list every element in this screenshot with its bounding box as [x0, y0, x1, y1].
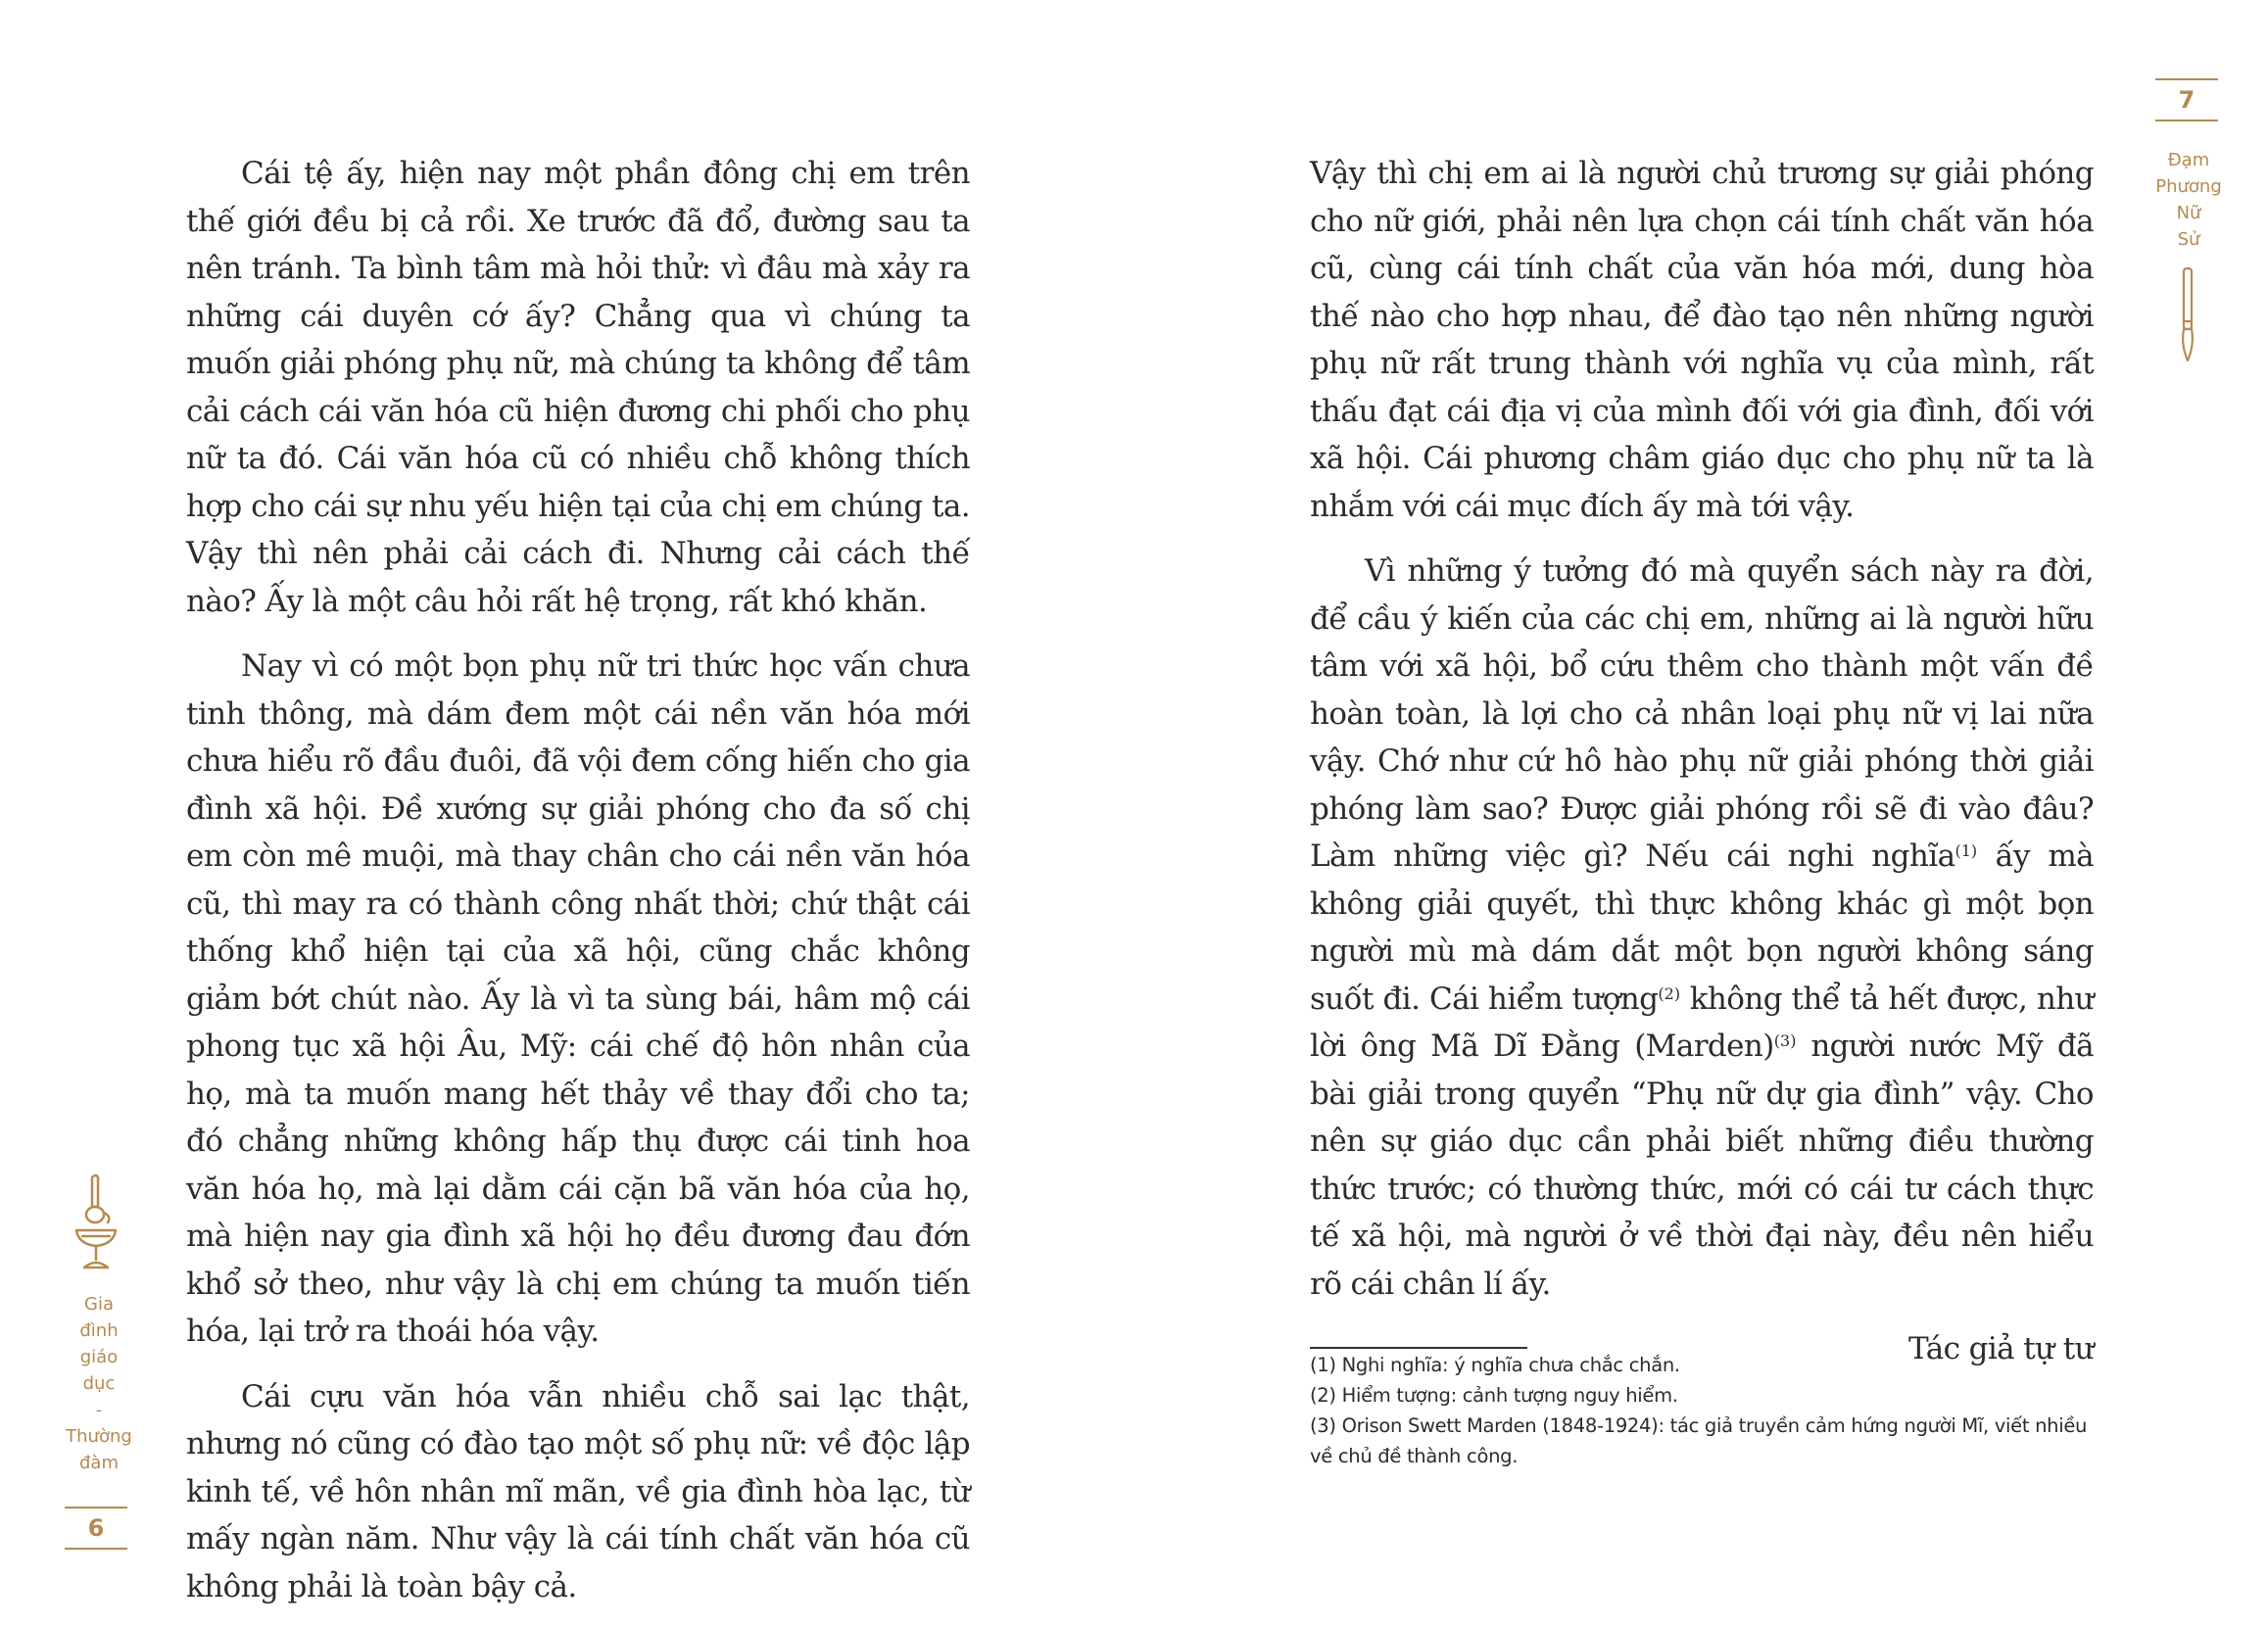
side-label-line: - — [95, 1400, 103, 1420]
footnotes — [1310, 1350, 2094, 1471]
footnote-2: (2) Hiểm tượng: cảnh tượng nguy hiểm. — [1310, 1384, 1678, 1407]
signature: Tác giả tự tư — [1908, 1331, 2094, 1366]
side-label-line: đàm — [79, 1453, 119, 1473]
side-label-line: Sử — [2177, 229, 2200, 250]
side-label-line: Đạm — [2167, 150, 2210, 170]
text-segment: ấy mà không giải quyết, thì thực không khác gì một bọn người mù mà dám dắt một bọn người không sáng suốt đi. Cái hiểm tượng — [1310, 838, 2095, 1017]
paragraph-with-footnotes — [1310, 548, 2094, 1308]
side-label-line: đình — [79, 1320, 119, 1341]
footnote-ref-2[interactable]: (2) — [1658, 983, 1681, 1003]
side-label-line: Gia — [84, 1294, 114, 1315]
page-number-left: 6 — [65, 1507, 127, 1550]
text-segment: không thể tả hết được, như lời ông Mã Dĩ Đằng (Marden) — [1310, 981, 2094, 1064]
footnote-1: (1) Nghi nghĩa: ý nghĩa chưa chắc chắn. — [1310, 1354, 1680, 1376]
side-label-line: dục — [82, 1373, 116, 1394]
text-segment: Vì những ý tưởng đó mà quyển sách này ra đời, để cầu ý kiến của các chị em, những ai là người hữu tâm với xã hội, bổ cứu thêm cho thành một vấn đề hoàn toàn, là lợi cho cả nhân loại phụ nữ vị lai nữa vậy. Chớ như cứ hô hào phụ nữ giải phóng thời giải phóng làm sao? Được giải phóng rồi sẽ đi vào đâu? Làm những việc gì? Nếu cái nghi nghĩa — [1310, 553, 2094, 874]
page-number-right: 7 — [2155, 78, 2218, 121]
left-page — [0, 0, 1134, 1612]
brush-icon — [2177, 266, 2198, 364]
left-body-text — [186, 150, 970, 1628]
text-segment: người nước Mỹ đã bài giải trong quyển “Phụ nữ dự gia đình” vậy. Cho nên sự giáo dục cần phải biết những điều thường thức trước; có thường thức, mới có cái tư cách thực tế xã hội, mà người ở về thời đại này, đều nên hiểu rõ cái chân lí ấy. — [1310, 1029, 2094, 1302]
paragraph: Vậy thì chị em ai là người chủ trương sự giải phóng cho nữ giới, phải nên lựa chọn cái tính chất văn hóa cũ, cùng cái tính chất của văn hóa mới, dung hòa thế nào cho hợp nhau, để đào tạo nên những người phụ nữ rất trung thành với nghĩa vụ của mình, rất thấu đạt cái địa vị của mình đối với gia đình, đối với xã hội. Cái phương châm giáo dục cho phụ nữ ta là nhắm với cái mục đích ấy mà tới vậy. — [1310, 156, 2094, 524]
right-body-text — [1310, 150, 2094, 1391]
right-page — [1134, 0, 2268, 1612]
side-label-line: Thường — [66, 1426, 132, 1447]
right-side-label — [2148, 147, 2229, 253]
side-label-line: Nữ — [2176, 203, 2201, 223]
paragraph: Cái tệ ấy, hiện nay một phần đông chị em trên thế giới đều bị cả rồi. Xe trước đã đổ, đường sau ta nên tránh. Ta bình tâm mà hỏi thử: vì đâu mà xảy ra những cái duyên cớ ấy? Chẳng qua vì chúng ta muốn giải phóng phụ nữ, mà chúng ta không để tâm cải cách cái văn hóa cũ hiện đương chi phối cho phụ nữ ta đó. Cái văn hóa cũ có nhiều chỗ không thích hợp cho cái sự nhu yếu hiện tại của chị em chúng ta. Vậy thì nên phải cải cách đi. Nhưng cải cách thế nào? Ấy là một câu hỏi rất hệ trọng, rất khó khăn. — [186, 156, 970, 619]
side-label-line: giáo — [79, 1347, 119, 1367]
oil-lamp-icon — [71, 1173, 121, 1275]
left-side-label — [54, 1291, 144, 1476]
paragraph: Nay vì có một bọn phụ nữ tri thức học vấn chưa tinh thông, mà dám đem một cái nền văn hóa mới chưa hiểu rõ đầu đuôi, đã vội đem cống hiến cho gia đình xã hội. Đề xướng sự giải phóng cho đa số chị em còn mê muội, mà thay chân cho cái nền văn hóa cũ, thì may ra có thành công nhất thời; chứ thật cái thống khổ hiện tại của xã hội, cũng chắc không giảm bớt chút nào. Ấy là vì ta sùng bái, hâm mộ cái phong tục xã hội Âu, Mỹ: cái chế độ hôn nhân của họ, mà ta muốn mang hết thảy về thay đổi cho ta; đó chẳng những không hấp thụ được cái tinh hoa văn hóa họ, mà lại dằm cái cặn bã văn hóa của họ, mà hiện nay gia đình xã hội họ đều đương đau đớn khổ sở theo, như vậy là chị em chúng ta muốn tiến hóa, lại trở ra thoái hóa vậy. — [186, 648, 970, 1349]
footnote-divider — [1310, 1347, 1527, 1349]
paragraph: Cái cựu văn hóa vẫn nhiều chỗ sai lạc thật, nhưng nó cũng có đào tạo một số phụ nữ: về độc lập kinh tế, về hôn nhân mĩ mãn, về gia đình hòa lạc, từ mấy ngàn năm. Như vậy là cái tính chất văn hóa cũ không phải là toàn bậy cả. — [186, 1378, 970, 1604]
footnote-ref-3[interactable]: (3) — [1773, 1031, 1797, 1050]
side-label-line: Phương — [2155, 176, 2222, 197]
footnote-ref-1[interactable]: (1) — [1954, 841, 1978, 860]
footnote-3: (3) Orison Swett Marden (1848-1924): tác giả truyền cảm hứng người Mĩ, viết nhiều về chủ đề thành công. — [1310, 1414, 2088, 1467]
